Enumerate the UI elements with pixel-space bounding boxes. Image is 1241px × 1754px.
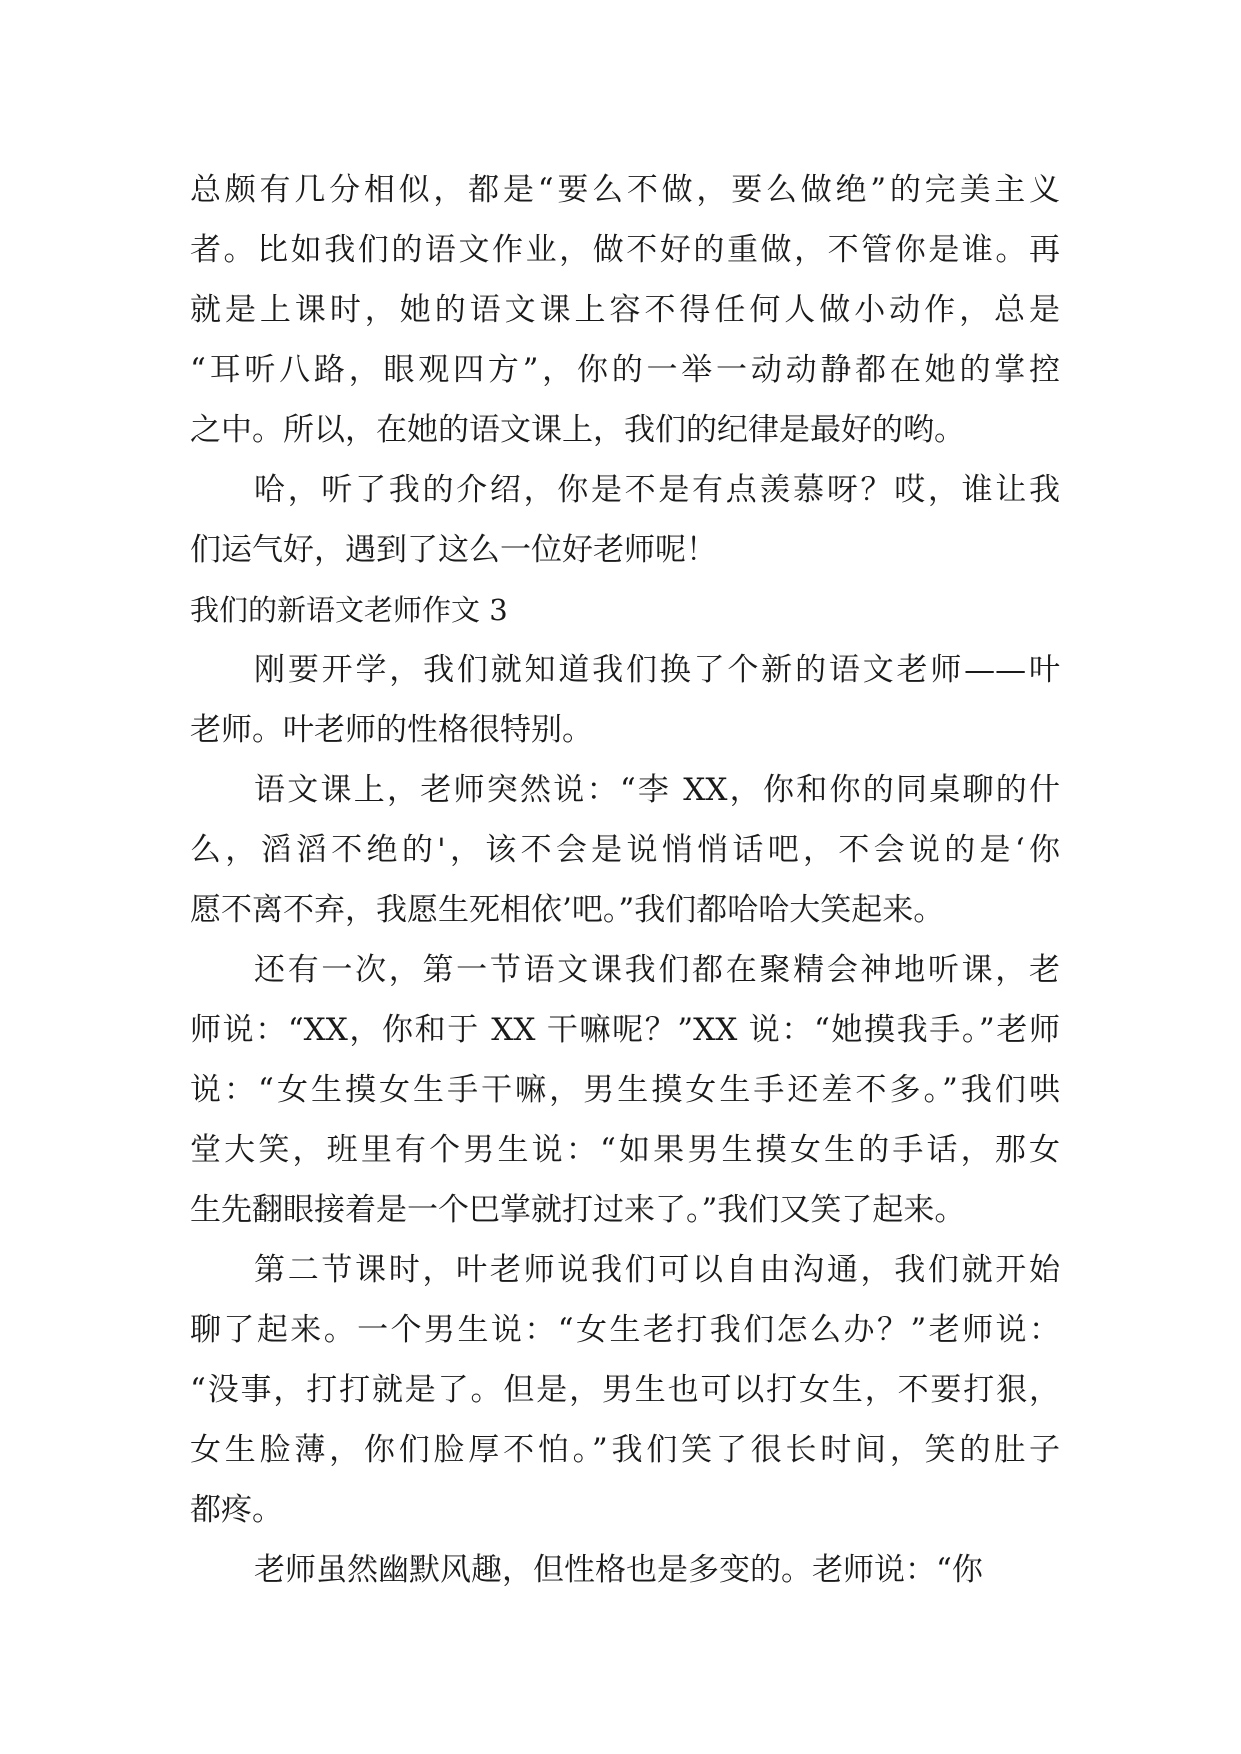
text-line-10: 老师。叶老师的性格很特别。 <box>190 712 593 748</box>
text-line-2: 者。比如我们的语文作业，做不好的重做，不管你是谁。再 <box>190 232 1060 268</box>
text-line-24: 老师虽然幽默风趣，但性格也是多变的。老师说：“你 <box>254 1552 983 1588</box>
text-line-7: 们运气好，遇到了这么一位好老师呢！ <box>190 532 717 568</box>
document-page <box>190 160 1060 1600</box>
text-line-23: 都疼。 <box>190 1492 283 1528</box>
text-line-9: 刚要开学，我们就知道我们换了个新的语文老师——叶 <box>254 652 1060 688</box>
text-line-18: 生先翻眼接着是一个巴掌就打过来了。”我们又笑了起来。 <box>190 1192 966 1228</box>
text-line-3: 就是上课时，她的语文课上容不得任何人做小动作，总是 <box>190 292 1060 328</box>
text-line-17: 堂大笑，班里有个男生说：“如果男生摸女生的手话，那女 <box>190 1132 1060 1168</box>
text-line-19: 第二节课时，叶老师说我们可以自由沟通，我们就开始 <box>254 1252 1060 1288</box>
text-line-21: “没事，打打就是了。但是，男生也可以打女生，不要打狠， <box>190 1372 1060 1408</box>
text-line-22: 女生脸薄，你们脸厚不怕。”我们笑了很长时间，笑的肚子 <box>190 1432 1060 1468</box>
text-line-20: 聊了起来。一个男生说：“女生老打我们怎么办？”老师说： <box>190 1312 1060 1348</box>
text-line-12: 么，滔滔不绝的'，该不会是说悄悄话吧，不会说的是‘你 <box>190 832 1060 868</box>
text-line-11: 语文课上，老师突然说：“李 XX，你和你的同桌聊的什 <box>254 772 1060 808</box>
section-heading: 我们的新语文老师作文 3 <box>190 593 508 627</box>
text-line-13: 愿不离不弃，我愿生死相依’吧。”我们都哈哈大笑起来。 <box>190 892 945 928</box>
text-line-6: 哈，听了我的介绍，你是不是有点羡慕呀？哎，谁让我 <box>254 472 1060 508</box>
text-line-1: 总颇有几分相似，都是“要么不做，要么做绝”的完美主义 <box>190 172 1060 208</box>
text-line-5: 之中。所以，在她的语文课上，我们的纪律是最好的哟。 <box>190 412 965 448</box>
text-line-14: 还有一次，第一节语文课我们都在聚精会神地听课，老 <box>254 952 1060 988</box>
text-line-16: 说：“女生摸女生手干嘛，男生摸女生手还差不多。”我们哄 <box>190 1072 1060 1108</box>
text-line-4: “耳听八路，眼观四方”，你的一举一动动静都在她的掌控 <box>190 352 1060 388</box>
text-line-15: 师说：“XX，你和于 XX 干嘛呢？”XX 说：“她摸我手。”老师 <box>190 1012 1060 1048</box>
